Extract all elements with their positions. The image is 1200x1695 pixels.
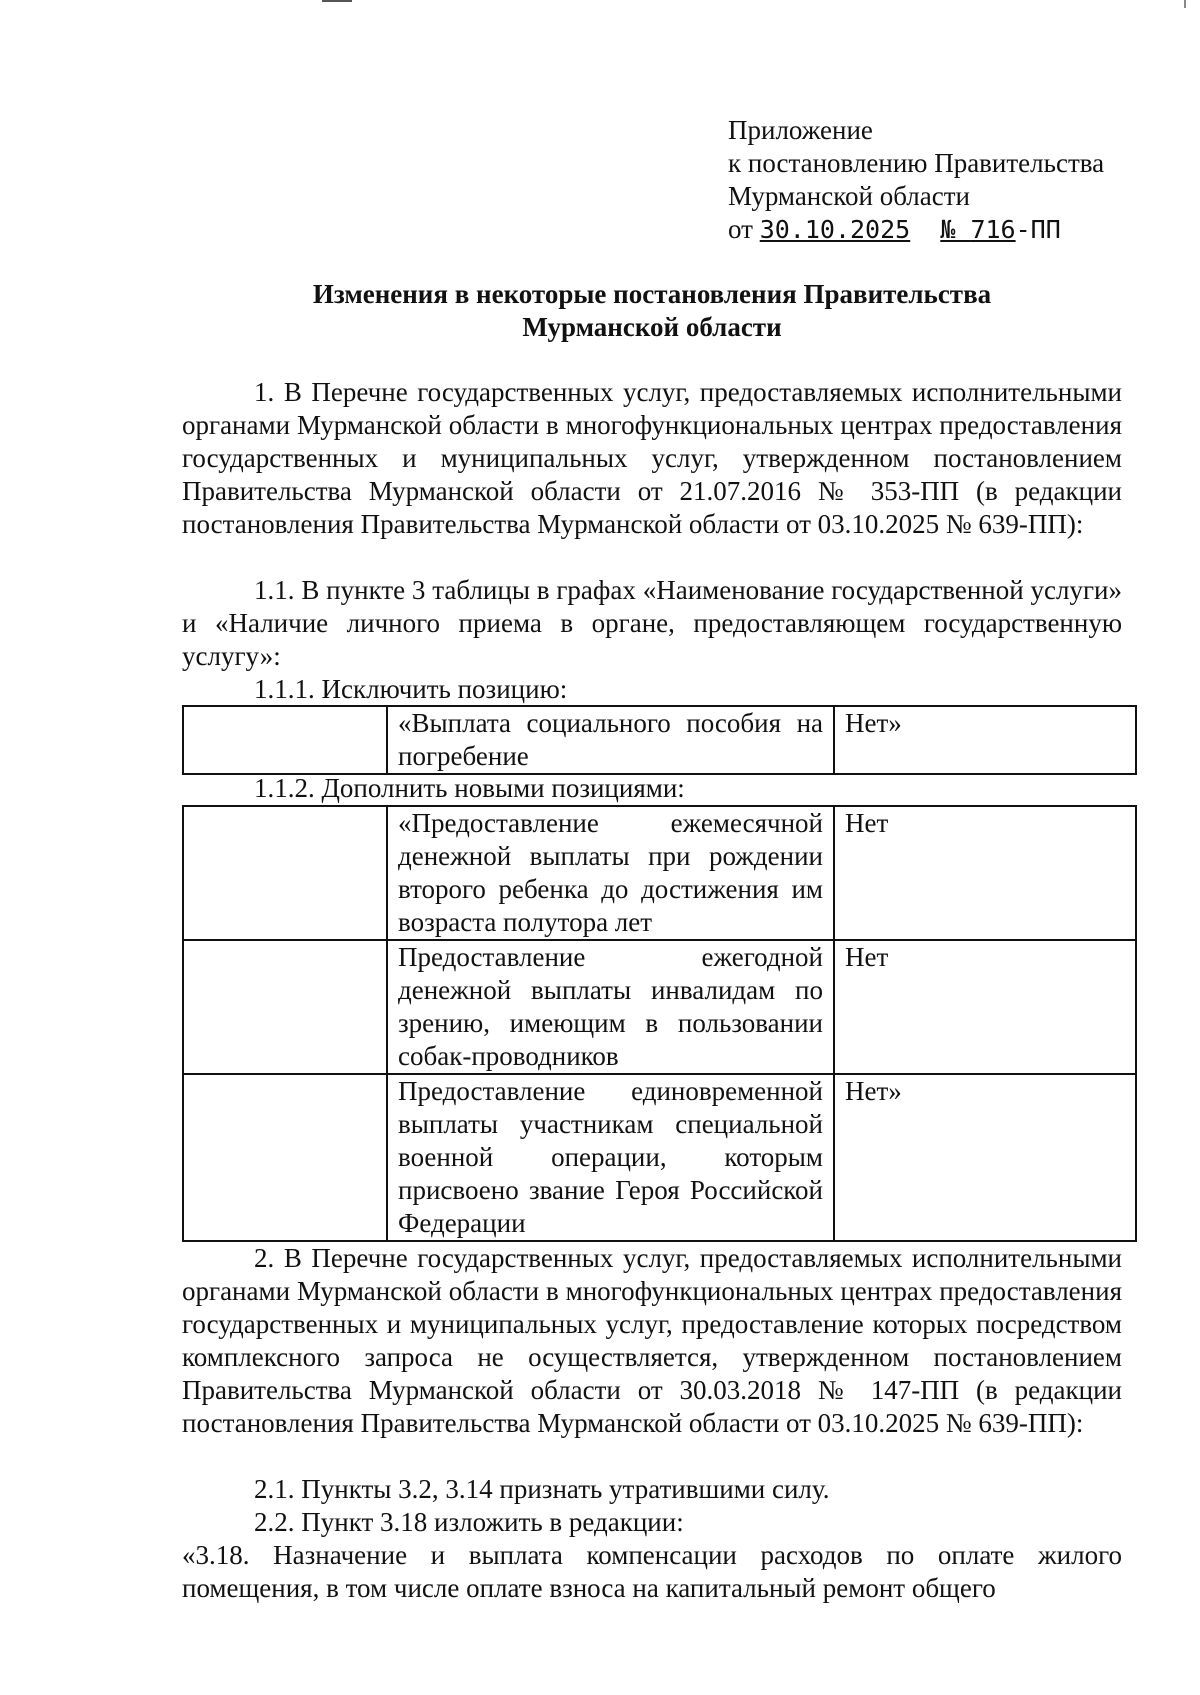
scan-mark <box>322 0 352 2</box>
table-cell-number <box>183 940 387 1074</box>
table-cell-personal-reception: Нет <box>834 806 1136 940</box>
table-row <box>183 940 1136 1074</box>
paragraph-1-1: 1.1. В пункте 3 таблицы в графах «Наименование государственной услуги» и «Наличие личного приема в органе, предоставляющем государственную услугу»: <box>182 575 1122 671</box>
table-row <box>183 806 1136 940</box>
scan-mark-corner <box>1184 0 1186 8</box>
annex-line-3: Мурманской области <box>728 181 970 211</box>
annex-header <box>728 114 1104 246</box>
annex-number-prefix: № <box>940 215 971 244</box>
paragraph-2-2: 2.2. Пункт 3.18 изложить в редакции: <box>254 1507 684 1537</box>
table-cell-service-name: Предоставление ежегодной денежной выплаты инвалидам по зрению, имеющим в пользовании собак-проводников <box>387 940 834 1074</box>
paragraph-1-1-1: 1.1.1. Исключить позицию: <box>254 674 568 704</box>
table-cell-personal-reception: Нет <box>834 940 1136 1074</box>
date-prefix: от <box>728 214 760 244</box>
table-cell-service-name: «Предоставление ежемесячной денежной выплаты при рождении второго ребенка до достижения им возраста полутора лет <box>387 806 834 940</box>
table-excluded-position <box>182 705 1137 775</box>
annex-date-line <box>728 213 1104 246</box>
table-new-positions <box>182 805 1137 1242</box>
document-title <box>182 278 1122 344</box>
paragraph-3-18: «3.18. Назначение и выплата компенсации расходов по оплате жилого помещения, в том числе оплате взноса на капитальный ремонт общего <box>182 1540 1122 1603</box>
annex-date: 30.10.2025 <box>759 215 911 244</box>
table-row <box>183 1074 1136 1241</box>
table-cell-number <box>183 1074 387 1241</box>
annex-number: 716 <box>970 215 1016 244</box>
table-cell-personal-reception: Нет» <box>834 706 1136 774</box>
paragraph-1-1-2: 1.1.2. Дополнить новыми позициями: <box>254 773 685 803</box>
table-cell-service-name: «Выплата социального пособия на погребение <box>387 706 834 774</box>
annex-number-suffix: -ПП <box>1015 215 1061 244</box>
table-row <box>183 706 1136 774</box>
table-cell-service-name: Предоставление единовременной выплаты участникам специальной военной операции, которым присвоено звание Героя Российской Федерации <box>387 1074 834 1241</box>
annex-line-1: Приложение <box>728 115 873 145</box>
title-line-1: Изменения в некоторые постановления Правительства <box>312 279 992 309</box>
paragraph-2-1: 2.1. Пункты 3.2, 3.14 признать утратившими силу. <box>254 1474 830 1504</box>
paragraph-2: 2. В Перечне государственных услуг, предоставляемых исполнительными органами Мурманской области в многофункциональных центрах предоставления государственных и муниципальных услуг, предоставление которых посредством комплексного запроса не осуществляется, утвержденном постановлением Правительства Мурманской области от 30.03.2018 № 147-ПП (в редакции постановления Правительства Мурманской области от 03.10.2025 № 639-ПП): <box>182 1243 1122 1438</box>
table-cell-personal-reception: Нет» <box>834 1074 1136 1241</box>
paragraph-1: 1. В Перечне государственных услуг, предоставляемых исполнительными органами Мурманской области в многофункциональных центрах предоставления государственных и муниципальных услуг, утвержденном постановлением Правительства Мурманской области от 21.07.2016 № 353-ПП (в редакции постановления Правительства Мурманской области от 03.10.2025 № 639-ПП): <box>182 377 1122 539</box>
table-cell-number <box>183 806 387 940</box>
title-line-2: Мурманской области <box>522 312 782 342</box>
table-cell-number <box>183 706 387 774</box>
annex-line-2: к постановлению Правительства <box>728 148 1105 178</box>
